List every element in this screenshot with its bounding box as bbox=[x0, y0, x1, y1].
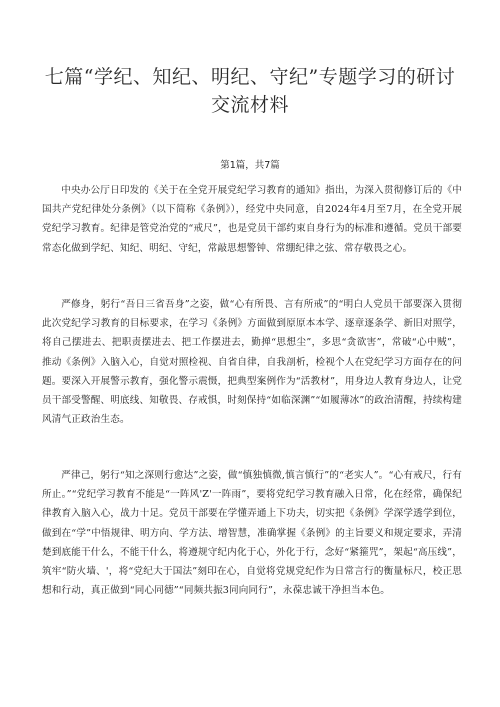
document-title-line1: 七篇“学纪、知纪、明纪、守纪”专题学习的研讨 bbox=[44, 66, 456, 88]
paragraph-2: 严修身，躬行“吾日三省吾身”之姿，做“心有所畏、言有所戒”的“明白人党员干部要深入贯彻此次党纪学习教育的目标要求，在学习《条例》方面做到原原本本学、逐章逐条学、新旧对照学，将自己摆进去、把职责摆进去、把工作摆进去，勤掸“思想尘”，多思“贪欲害”，常破“心中贼”，推动《条例》入脑入心，自觉对照检视、自省自律，自我剖析，检视个人在党纪学习方面存在的问题。要深入开展警示教育，强化警示震慑，把典型案例作为“活教材”，用身边人教育身边人，让党员干部受警醒、明底线、知敬畏、存戒惧，时刻保持“如临深渊”“如履薄冰”的政治清醒，持续构建风清气正政治生态。 bbox=[42, 299, 462, 426]
document-title-line2: 交流材料 bbox=[210, 94, 289, 116]
paragraph-1: 中央办公厅日印发的《关于在全党开展党纪学习教育的通知》指出，为深入贯彻修订后的《中国共产党纪律处分条例》（以下简称《条例》），经党中央同意，自2024年4月至7月，在全党开展党纪学习教育。纪律是管党治党的“戒尺”，也是党员干部约束自身行为的标准和遵循。党员干部要常态化做到学纪、知纪、明纪、守纪，常敲思想警钟、常绷纪律之弦、常存敬畏之心。 bbox=[42, 185, 462, 254]
document-part-indicator: 第1篇，共7篇 bbox=[220, 160, 280, 171]
paragraph-3: 严律己，躬行“知之深则行愈达”之姿，做“慎独慎微,慎言慎行”的“老实人”。“心有戒尺，行有所止。”“党纪学习教育不能是“一阵风'Z'一阵雨”，要将党纪学习教育融入日常，化在经常，确保纪律教育入脑入心，战力十足。党员干部要在学懂弄通上下功夫，切实把《条例》学深学透学到位，做到在“学”中悟规律、明方向、学方法、增智慧，准确掌握《条例》的主旨要义和规定要求，弄清楚到底能干什么，不能干什么，将遵规守纪内化于心，外化于行，念好“紧箍咒”，架起“高压线”，筑牢“防火墙、'，将“党纪大于国法”刻印在心，自觉将党规党纪作为日常言行的衡量标尺，校正思想和行动，真正做到“同心同德”“同频共振3同向同行”，永葆忠诚干净担当本色。 bbox=[42, 470, 462, 597]
